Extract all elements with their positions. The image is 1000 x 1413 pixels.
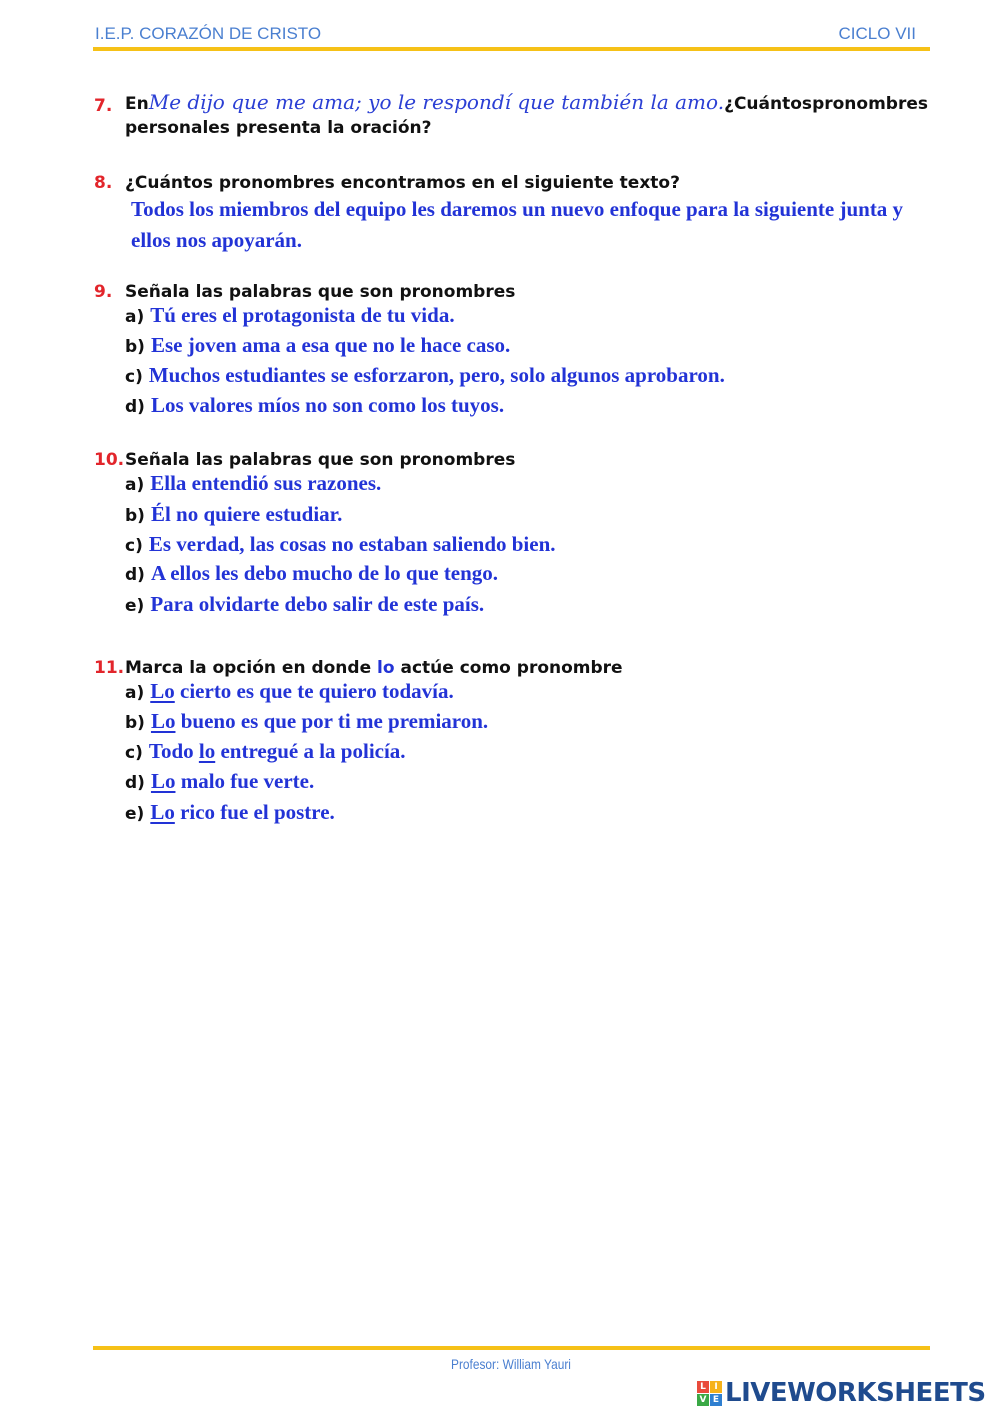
option-pre: Todo (148, 739, 199, 763)
option-text (151, 709, 488, 733)
prompt-before: Marca la opción en donde (125, 658, 372, 678)
icon-letter-l: L (697, 1381, 709, 1393)
option-letter: d) (125, 565, 145, 585)
icon-letter-e: E (710, 1394, 722, 1406)
question-number: 9. (94, 282, 113, 302)
option-c[interactable] (125, 739, 406, 764)
liveworksheets-logo[interactable] (697, 1378, 986, 1408)
prompt-after: actúe como pronombre (400, 658, 623, 678)
underlined-lo: Lo (150, 769, 176, 793)
underlined-lo: Lo (150, 679, 175, 703)
option-d[interactable] (125, 769, 314, 794)
option-letter: e) (125, 804, 145, 824)
icon-letter-v: V (697, 1394, 709, 1406)
option-post: cierto es que te quiero todavía. (174, 679, 454, 703)
option-text: A ellos les debo mucho de lo que tengo. (150, 561, 499, 585)
option-letter: c) (125, 367, 143, 387)
option-d[interactable] (125, 561, 498, 586)
question-number: 11. (94, 658, 125, 678)
prompt-keyword: lo (377, 658, 395, 678)
option-text: Es verdad, las cosas no estaban saliendo bien. (148, 532, 556, 556)
option-post: malo fue verte. (175, 769, 315, 793)
option-text: Tú eres el protagonista de tu vida. (150, 303, 455, 327)
option-letter: a) (125, 683, 145, 703)
option-text: Los valores míos no son como los tuyos. (150, 393, 505, 417)
option-letter: c) (125, 743, 143, 763)
option-c[interactable] (125, 532, 556, 557)
question-prompt (125, 658, 623, 678)
option-text: Ella entendió sus razones. (150, 471, 382, 495)
underlined-lo: lo (198, 739, 216, 763)
option-text: Muchos estudiantes se esforzaron, pero, solo algunos aprobaron. (148, 363, 725, 387)
option-letter: a) (125, 307, 145, 327)
option-text (151, 769, 314, 793)
option-post: bueno es que por ti me premiaron. (175, 709, 489, 733)
teacher-name: Profesor: William Yauri (451, 1356, 571, 1372)
option-text (150, 679, 454, 703)
option-letter: b) (125, 337, 145, 357)
option-text: Para olvidarte debo salir de este país. (150, 592, 485, 616)
icon-letter-i: I (710, 1381, 722, 1393)
footer-divider (93, 1346, 930, 1350)
question-8-text: Todos los miembros del equipo les daremos un nuevo enfoque para la siguiente junta y ellos nos apoyarán. (131, 197, 904, 252)
header-divider (93, 47, 930, 51)
question-prompt: Señala las palabras que son pronombres (125, 282, 516, 302)
question-prompt: Señala las palabras que son pronombres (125, 450, 516, 470)
option-letter: b) (125, 506, 145, 526)
option-letter: e) (125, 596, 145, 616)
option-text (150, 800, 335, 824)
option-letter: b) (125, 713, 145, 733)
question-lead: En (125, 94, 149, 114)
question-prompt: ¿Cuántos pronombres encontramos en el siguiente texto? (125, 173, 680, 193)
option-letter: a) (125, 475, 145, 495)
option-e[interactable] (125, 592, 484, 617)
option-a[interactable] (125, 679, 454, 704)
question-number: 8. (94, 173, 113, 193)
question-number: 7. (94, 96, 113, 116)
liveworksheets-icon (697, 1381, 722, 1406)
option-post: rico fue el postre. (174, 800, 335, 824)
question-7-line-1 (125, 90, 928, 114)
option-a[interactable] (125, 303, 455, 328)
option-text (149, 739, 406, 763)
example-sentence: Me dijo que me ama; yo le respondí que también la amo. (148, 90, 725, 114)
school-name: I.E.P. CORAZÓN DE CRISTO (95, 24, 322, 43)
option-letter: c) (125, 536, 143, 556)
question-ask-b: pronombres (812, 94, 928, 114)
option-b[interactable] (125, 709, 488, 734)
option-b[interactable] (125, 502, 342, 527)
option-letter: d) (125, 397, 145, 417)
option-text: Ese joven ama a esa que no le hace caso. (150, 333, 511, 357)
question-ask-a: ¿Cuántos (724, 94, 813, 114)
option-post: entregué a la policía. (215, 739, 406, 763)
option-b[interactable] (125, 333, 510, 358)
option-a[interactable] (125, 471, 381, 496)
cycle-label: CICLO VII (838, 24, 916, 43)
option-c[interactable] (125, 363, 725, 388)
brand-name: LIVEWORKSHEETS (725, 1378, 986, 1408)
question-7-line-2: personales presenta la oración? (125, 118, 432, 138)
option-text: Él no quiere estudiar. (150, 502, 343, 526)
question-number: 10. (94, 450, 125, 470)
underlined-lo: Lo (150, 709, 176, 733)
page-header (93, 22, 930, 52)
underlined-lo: Lo (150, 800, 175, 824)
option-letter: d) (125, 773, 145, 793)
option-d[interactable] (125, 393, 504, 418)
option-e[interactable] (125, 800, 335, 825)
